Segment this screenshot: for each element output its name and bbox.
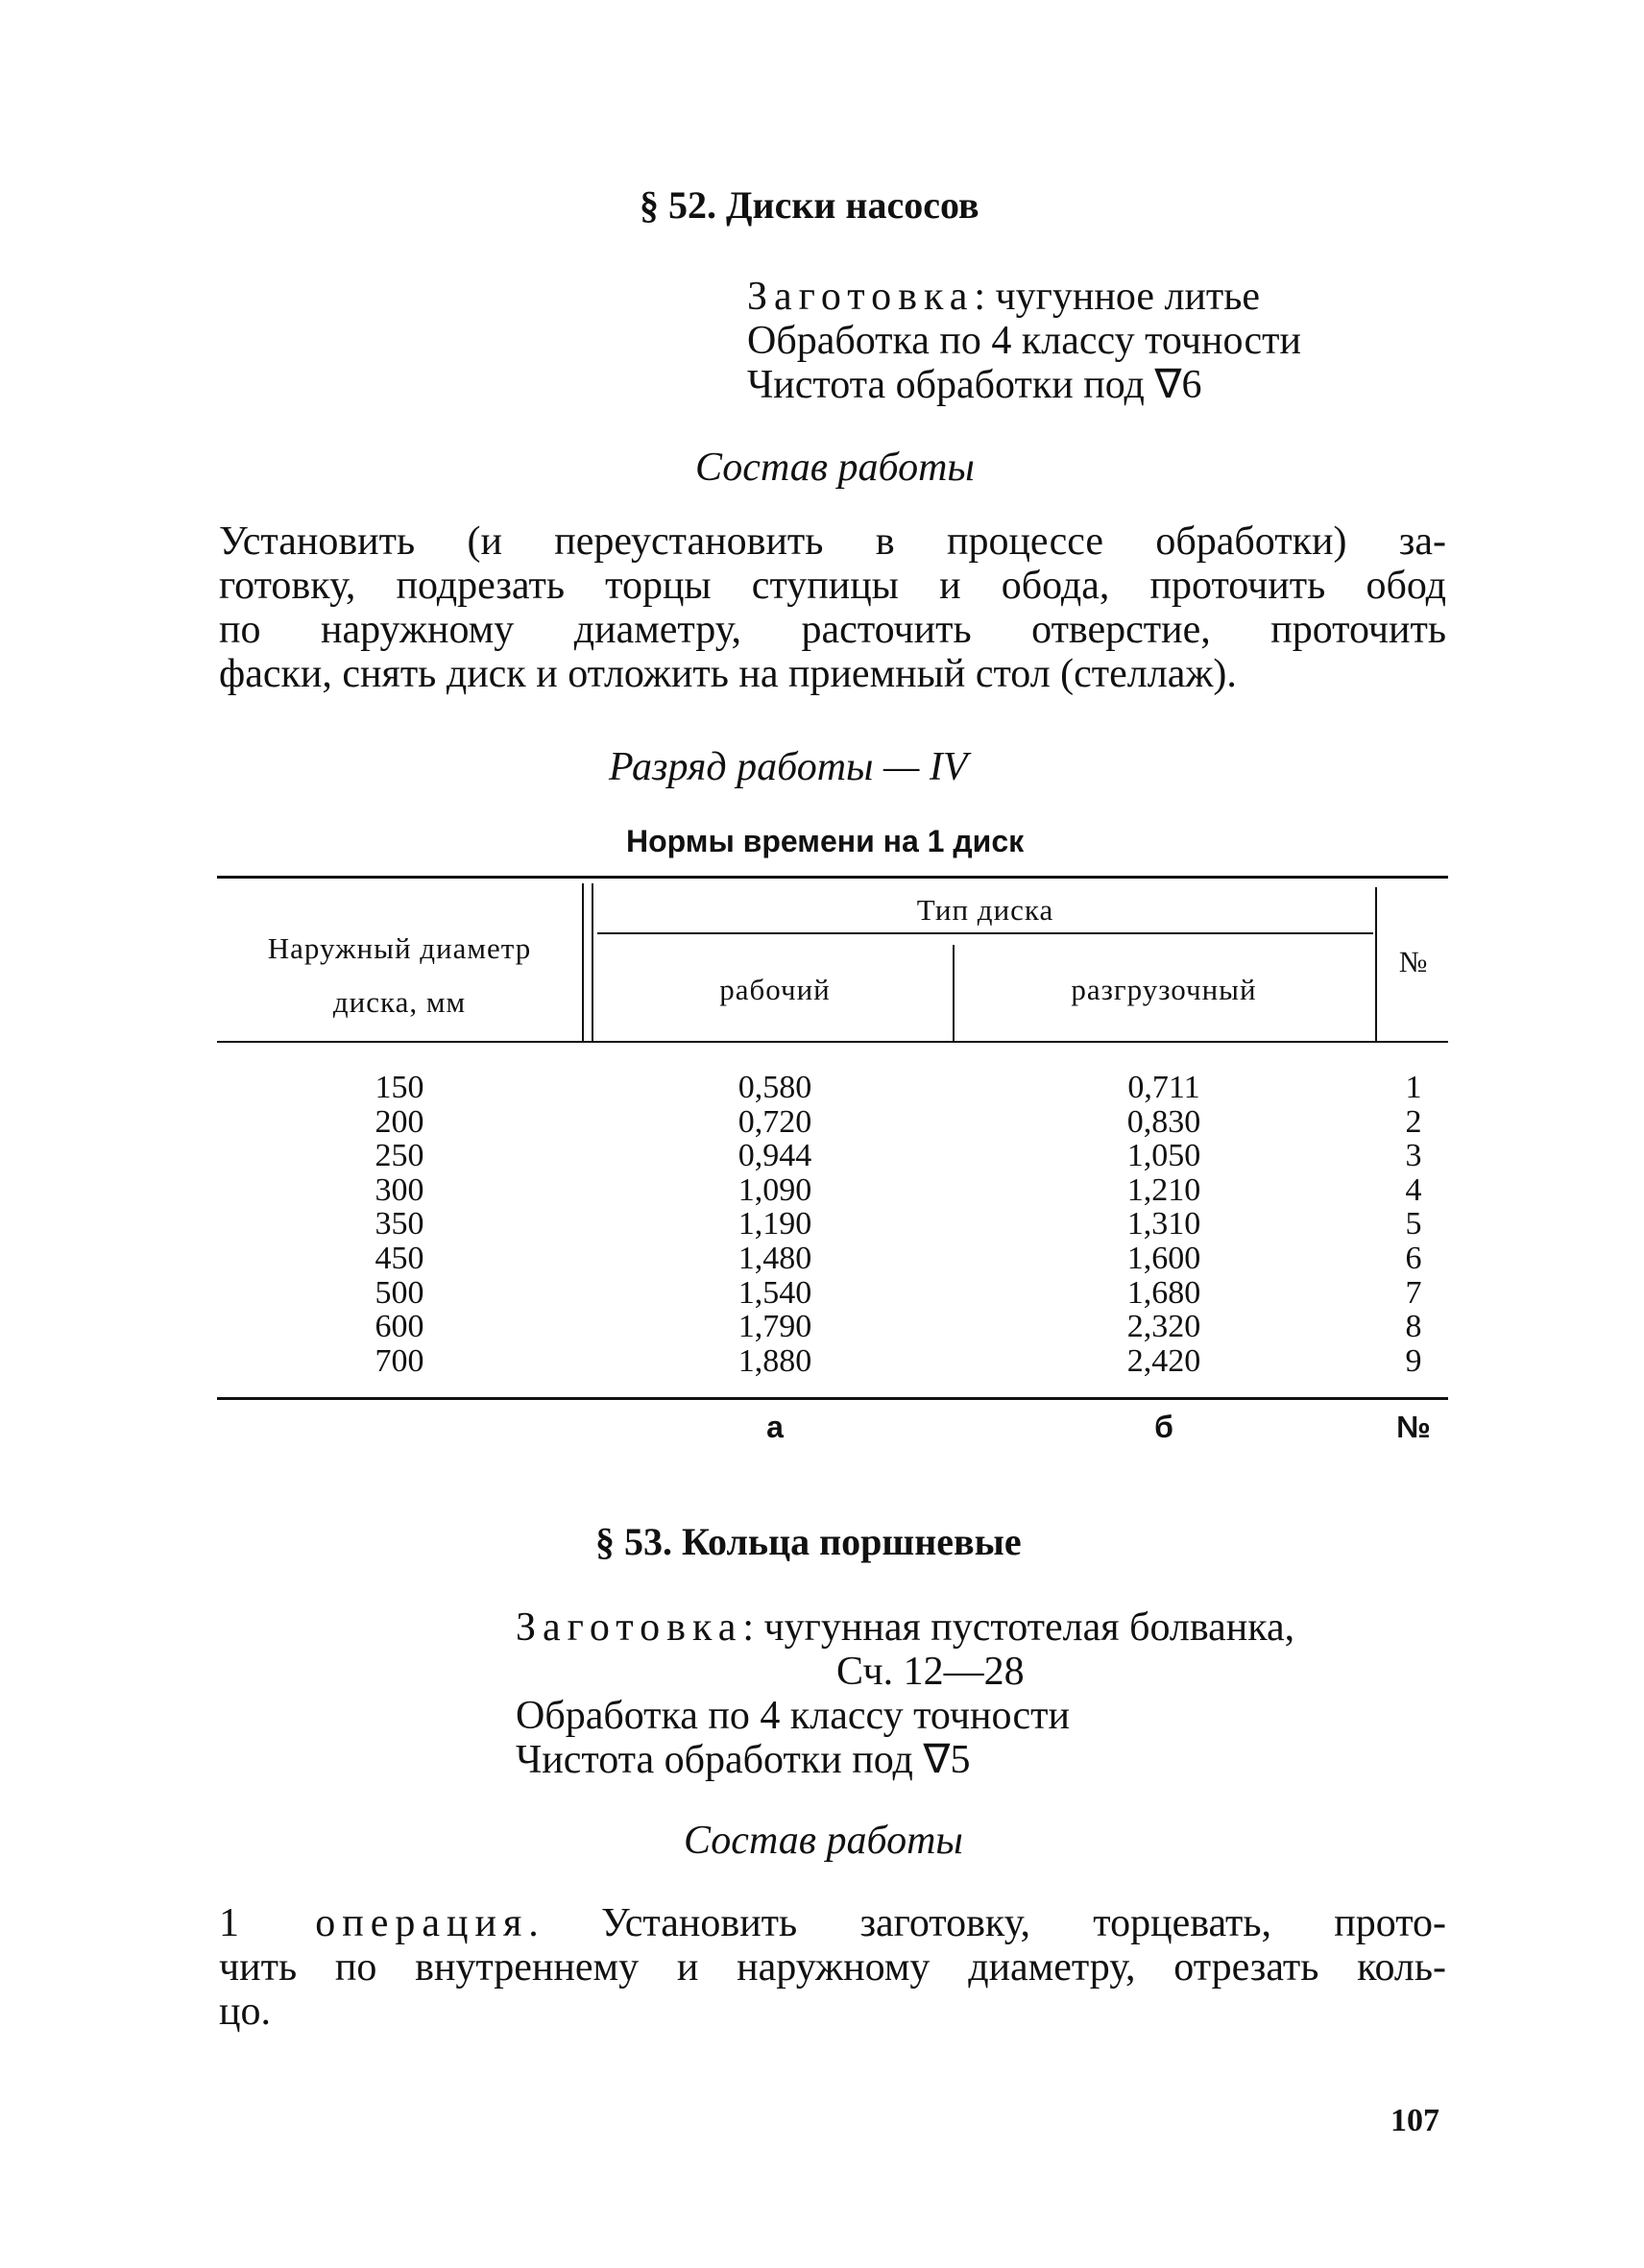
table-cell: 1 xyxy=(1405,1070,1422,1105)
paragraph-line xyxy=(219,1901,1446,1945)
header-unloading: разгрузочный xyxy=(1071,973,1257,1006)
surface-finish: Чистота обработки под ∇6 xyxy=(747,363,1202,407)
paragraph-line: по наружному диаметру, расточить отверстие, проточить xyxy=(219,608,1446,652)
paragraph-line: фаски, снять диск и отложить на приемный стол (стеллаж). xyxy=(219,652,1237,696)
header-working: рабочий xyxy=(719,973,831,1006)
table-cell: 1,880 xyxy=(737,1342,812,1379)
section-52-work-heading: Состав работы xyxy=(695,446,975,490)
table-cell: 1,540 xyxy=(737,1274,812,1311)
section-53-work-paragraph xyxy=(219,1901,1446,2034)
table-cell: 0,720 xyxy=(737,1103,812,1140)
header-diameter xyxy=(217,922,582,1029)
blank-label: Заготовка xyxy=(747,275,975,319)
column-working xyxy=(597,1071,953,1378)
accuracy-class: Обработка по 4 классу точности xyxy=(516,1694,1070,1738)
table-divider-no xyxy=(1375,887,1377,1041)
footer-col-b: б xyxy=(1154,1410,1173,1444)
header-diameter-line2: диска, мм xyxy=(332,985,467,1019)
section-53-title: § 53. Кольца поршневые xyxy=(595,1520,1022,1563)
section-53-spec xyxy=(516,1605,1294,1782)
column-no xyxy=(1379,1071,1448,1378)
paragraph-line: чить по внутреннему и наружному диаметру, отрезать коль- xyxy=(219,1945,1446,1990)
table-cell: 0,711 xyxy=(1127,1070,1200,1105)
table-cell: 300 xyxy=(375,1171,424,1208)
accuracy-class: Обработка по 4 классу точности xyxy=(747,319,1301,363)
operation-text: . Установить заготовку, торцевать, прото- xyxy=(528,1901,1447,1945)
table-cell: 0,830 xyxy=(1126,1103,1201,1140)
header-disc-type: Тип диска xyxy=(916,893,1054,927)
page-number: 107 xyxy=(1390,2103,1439,2138)
table-cell: 3 xyxy=(1405,1138,1422,1174)
header-diameter-line1: Наружный диаметр xyxy=(267,931,532,965)
section-52-spec xyxy=(747,275,1301,407)
section-53-work-heading: Состав работы xyxy=(684,1819,963,1863)
table-cell: 4 xyxy=(1405,1171,1422,1208)
table-cell: 1,600 xyxy=(1126,1240,1201,1276)
table-cell: 1,310 xyxy=(1126,1206,1201,1243)
table-bottom-rule xyxy=(217,1397,1448,1400)
table-cell: 1,090 xyxy=(737,1171,812,1208)
paragraph-line: цо. xyxy=(219,1990,271,2034)
table-cell: 150 xyxy=(375,1070,424,1105)
table-cell: 350 xyxy=(375,1206,424,1243)
table-cell: 600 xyxy=(375,1309,424,1345)
column-unloading xyxy=(955,1071,1373,1378)
table-header-bottom-rule xyxy=(217,1041,1448,1043)
table-cell: 6 xyxy=(1405,1240,1422,1276)
table-top-rule xyxy=(217,876,1448,879)
blank-label: Заготовка xyxy=(516,1605,743,1650)
table-cell: 1,050 xyxy=(1126,1138,1201,1174)
paragraph-line: Установить (и переустановить в процессе обработки) за- xyxy=(219,519,1446,564)
table-cell: 250 xyxy=(375,1138,424,1174)
table-cell: 1,680 xyxy=(1126,1274,1201,1311)
blank-value: : чугунное литье xyxy=(974,275,1261,319)
table-cell: 9 xyxy=(1405,1342,1422,1379)
table-cell: 700 xyxy=(375,1342,424,1379)
table-divider-type xyxy=(592,883,593,1041)
table-cell: 200 xyxy=(375,1103,424,1140)
table-cell: 1,480 xyxy=(737,1240,812,1276)
blank-material: Сч. 12—28 xyxy=(836,1650,1025,1694)
table-cell: 2,320 xyxy=(1126,1309,1201,1345)
blank-value: : чугунная пустотелая болванка, xyxy=(742,1605,1295,1650)
work-grade: Разряд работы — IV xyxy=(609,745,968,789)
column-diameter xyxy=(217,1071,582,1378)
table-cell: 5 xyxy=(1405,1206,1422,1243)
table-cell: 7 xyxy=(1405,1274,1422,1311)
section-52-title: § 52. Диски насосов xyxy=(640,183,979,227)
footer-col-no: № xyxy=(1396,1410,1431,1444)
header-no: № xyxy=(1398,945,1429,978)
table-cell: 0,944 xyxy=(737,1138,812,1174)
section-52-work-paragraph xyxy=(219,519,1446,696)
table-cell: 500 xyxy=(375,1274,424,1311)
surface-finish: Чистота обработки под ∇5 xyxy=(516,1738,971,1782)
table-title: Нормы времени на 1 диск xyxy=(626,824,1025,858)
table-cell: 1,190 xyxy=(737,1206,812,1243)
footer-col-a: а xyxy=(766,1410,784,1444)
table-type-rule xyxy=(597,932,1373,934)
table-cell: 0,580 xyxy=(737,1070,812,1105)
table-cell: 1,210 xyxy=(1126,1171,1201,1208)
table-cell: 8 xyxy=(1405,1309,1422,1345)
table-cell: 1,790 xyxy=(737,1309,812,1345)
table-cell: 2,420 xyxy=(1126,1342,1201,1379)
table-cell: 2 xyxy=(1405,1103,1422,1140)
operation-label: 1 операция xyxy=(219,1901,529,1945)
table-cell: 450 xyxy=(375,1240,424,1276)
table-divider-diameter xyxy=(582,883,584,1041)
paragraph-line: готовку, подрезать торцы ступицы и обода, проточить обод xyxy=(219,564,1446,608)
